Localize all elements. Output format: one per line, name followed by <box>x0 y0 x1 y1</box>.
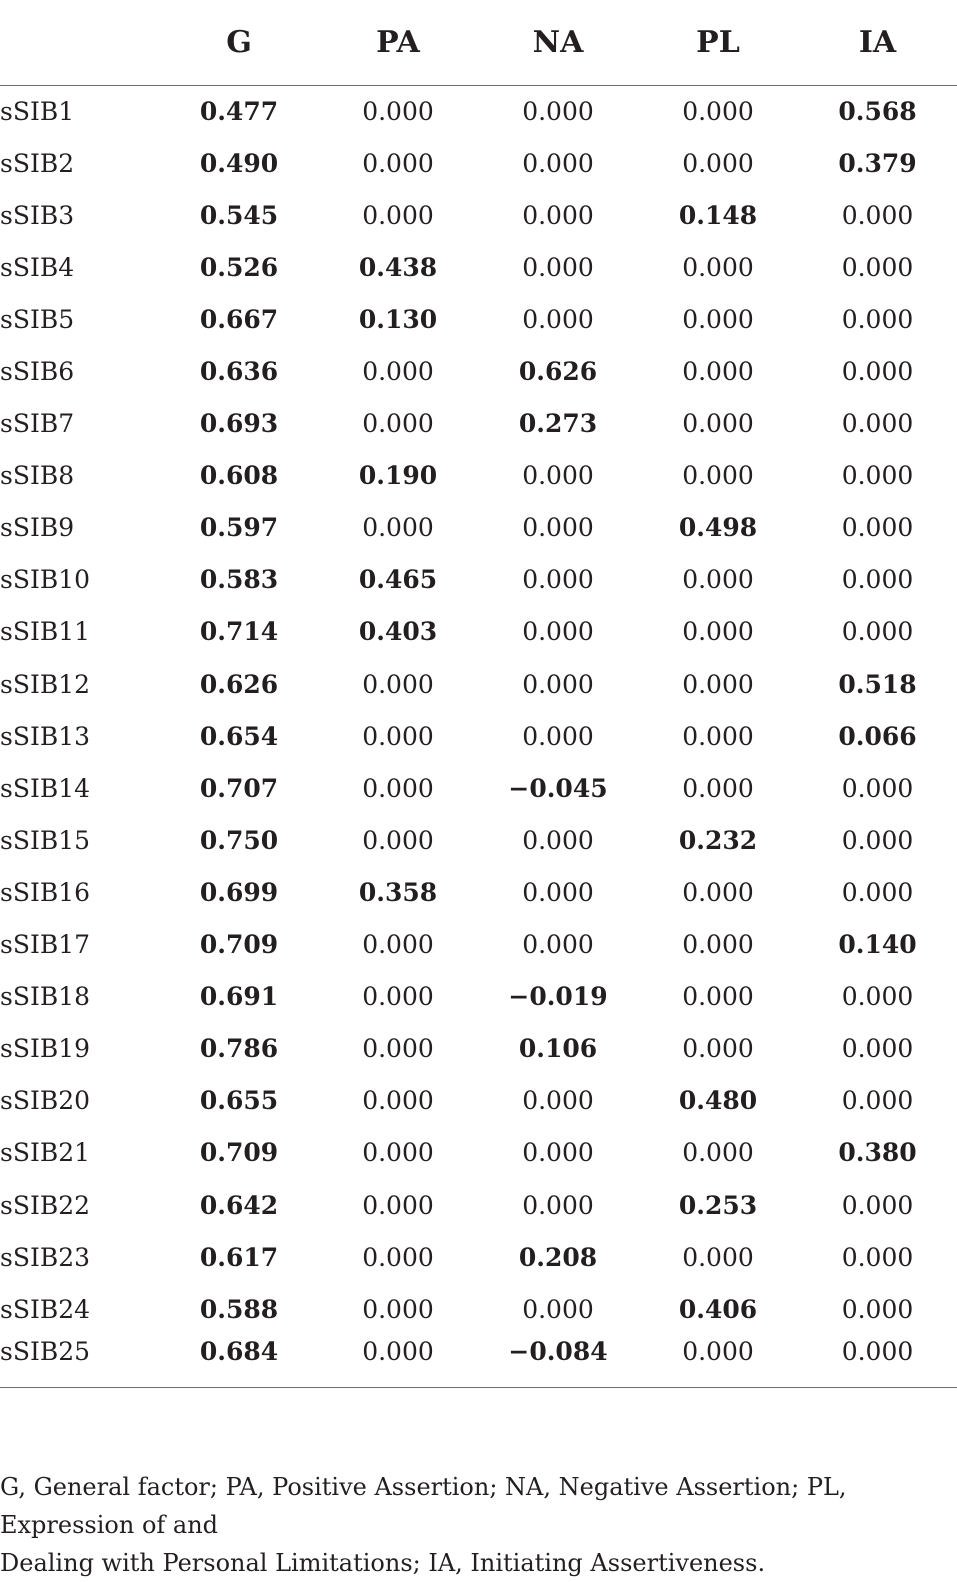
loading-cell-na: −0.084 <box>478 1335 638 1387</box>
loading-cell-pa: 0.358 <box>358 877 438 907</box>
loading-cell-ia: 0.140 <box>838 930 917 960</box>
loading-cell-g: 0.583 <box>199 565 279 595</box>
loading-cell-na: −0.019 <box>508 982 608 1012</box>
loading-cell-ia: 0.000 <box>841 409 914 439</box>
table-header <box>0 0 957 85</box>
loading-cell-g: 0.684 <box>160 1335 318 1387</box>
loading-cell-pa: 0.000 <box>318 1335 478 1387</box>
loading-cell-ia: 0.000 <box>841 461 914 491</box>
loading-cell-pa: 0.000 <box>362 409 434 439</box>
header-cell-g: G <box>160 0 318 85</box>
loading-cell-na: 0.000 <box>522 1190 594 1220</box>
loading-cell-g: 0.750 <box>199 825 279 855</box>
loading-cell-pa: 0.000 <box>362 669 434 699</box>
loading-cell-g: 0.699 <box>199 877 279 907</box>
loading-cell-g: 0.626 <box>199 669 279 699</box>
footnote-line: Dealing with Personal Limitations; IA, Initiating Assertiveness. <box>0 1549 766 1577</box>
row-label-cell: sSIB24 <box>0 1294 91 1324</box>
loading-cell-na: 0.000 <box>522 461 594 491</box>
header-row <box>0 0 957 85</box>
loading-cell-na: 0.000 <box>522 930 594 960</box>
loading-cell-ia: 0.000 <box>841 1034 914 1064</box>
loading-cell-g: 0.691 <box>199 982 279 1012</box>
table-row <box>0 450 957 502</box>
loading-cell-pl: 0.000 <box>682 1242 754 1272</box>
loading-cell-pa: 0.000 <box>362 1242 434 1272</box>
loading-cell-pa: 0.000 <box>362 825 434 855</box>
loading-cell-na: 0.000 <box>522 617 594 647</box>
loading-cell-pl: 0.000 <box>682 773 754 803</box>
row-label-cell: sSIB17 <box>0 930 91 960</box>
loading-cell-pl: 0.000 <box>682 252 754 282</box>
loading-cell-pl: 0.000 <box>682 148 754 178</box>
loading-cell-pa: 0.438 <box>358 252 438 282</box>
table-row <box>0 1127 957 1179</box>
loading-cell-pa: 0.000 <box>362 1086 434 1116</box>
table-row <box>0 1075 957 1127</box>
row-label-cell: sSIB15 <box>0 825 91 855</box>
loading-cell-ia: 0.000 <box>841 200 914 230</box>
loading-cell-pl: 0.000 <box>682 565 754 595</box>
row-label-cell: sSIB23 <box>0 1242 91 1272</box>
loading-cell-g: 0.693 <box>199 409 279 439</box>
row-label-cell: sSIB20 <box>0 1086 91 1116</box>
loading-cell-pa: 0.000 <box>362 96 434 126</box>
loading-cell-pa: 0.000 <box>362 1138 434 1168</box>
loading-cell-ia: 0.000 <box>841 565 914 595</box>
loading-cell-pl: 0.000 <box>682 617 754 647</box>
loading-cell-na: 0.000 <box>522 877 594 907</box>
loading-cell-ia: 0.000 <box>841 877 914 907</box>
loading-cell-g: 0.714 <box>199 617 279 647</box>
loading-cell-na: 0.208 <box>518 1242 598 1272</box>
loading-cell-g: 0.709 <box>199 1138 279 1168</box>
table-row <box>0 502 957 554</box>
row-label-cell: sSIB18 <box>0 982 91 1012</box>
row-label-cell: sSIB22 <box>0 1190 91 1220</box>
loading-cell-pa: 0.000 <box>362 1294 434 1324</box>
header-cell-na: NA <box>478 0 638 85</box>
table-row <box>0 1023 957 1075</box>
table-row <box>0 241 957 293</box>
loading-cell-ia: 0.000 <box>841 357 914 387</box>
table-row <box>0 1283 957 1335</box>
loading-cell-pl: 0.000 <box>682 461 754 491</box>
loading-cell-ia: 0.568 <box>838 96 917 126</box>
loading-cell-g: 0.642 <box>199 1190 279 1220</box>
loading-cell-na: 0.000 <box>522 200 594 230</box>
row-label-cell: sSIB14 <box>0 773 91 803</box>
loading-cell-g: 0.545 <box>199 200 279 230</box>
row-label-cell: sSIB19 <box>0 1034 91 1064</box>
row-label-cell: sSIB21 <box>0 1138 91 1168</box>
row-label-cell: sSIB5 <box>0 304 75 334</box>
loading-cell-pl: 0.000 <box>682 409 754 439</box>
loading-cell-pl: 0.406 <box>678 1294 758 1324</box>
loading-cell-pa: 0.000 <box>362 148 434 178</box>
loading-cell-ia: 0.000 <box>841 825 914 855</box>
loading-cell-g: 0.617 <box>199 1242 279 1272</box>
loading-cell-pa: 0.465 <box>358 565 438 595</box>
loading-cell-g: 0.477 <box>199 96 279 126</box>
loading-cell-pa: 0.000 <box>362 982 434 1012</box>
table-row <box>0 345 957 397</box>
loading-cell-g: 0.526 <box>199 252 279 282</box>
loading-cell-g: 0.588 <box>199 1294 279 1324</box>
row-label-cell: sSIB9 <box>0 513 75 543</box>
loading-cell-g: 0.655 <box>199 1086 279 1116</box>
row-label-cell: sSIB3 <box>0 200 75 230</box>
loading-cell-ia: 0.380 <box>838 1138 917 1168</box>
loading-cell-pa: 0.000 <box>362 773 434 803</box>
loading-cell-pl: 0.000 <box>682 982 754 1012</box>
loading-cell-pa: 0.000 <box>362 1190 434 1220</box>
loading-cell-na: 0.000 <box>522 1138 594 1168</box>
loading-cell-pl: 0.000 <box>682 1034 754 1064</box>
loading-cell-ia: 0.000 <box>841 773 914 803</box>
row-label-cell: sSIB4 <box>0 252 75 282</box>
row-label-cell: sSIB1 <box>0 96 75 126</box>
loading-cell-pl: 0.000 <box>682 304 754 334</box>
loading-cell-ia: 0.000 <box>841 252 914 282</box>
row-label-cell: sSIB2 <box>0 148 75 178</box>
loading-cell-pl: 0.000 <box>682 877 754 907</box>
table-row <box>0 137 957 189</box>
loading-cell-pl: 0.480 <box>678 1086 758 1116</box>
loading-cell-na: 0.000 <box>522 669 594 699</box>
loading-cell-pl: 0.000 <box>682 930 754 960</box>
loading-cell-pa: 0.000 <box>362 1034 434 1064</box>
row-label-cell: sSIB8 <box>0 461 75 491</box>
table-row <box>0 85 957 137</box>
loading-cell-pa: 0.190 <box>358 461 438 491</box>
loading-cell-pl: 0.000 <box>682 1138 754 1168</box>
loading-cell-ia: 0.000 <box>841 617 914 647</box>
loading-cell-pl: 0.000 <box>682 96 754 126</box>
loading-cell-pa: 0.000 <box>362 513 434 543</box>
loading-cell-g: 0.707 <box>199 773 279 803</box>
loading-cell-na: 0.000 <box>522 565 594 595</box>
loading-cell-g: 0.597 <box>199 513 279 543</box>
loading-cell-na: 0.000 <box>522 1294 594 1324</box>
loading-cell-na: 0.000 <box>522 721 594 751</box>
table-row <box>0 189 957 241</box>
row-label-cell: sSIB12 <box>0 669 91 699</box>
loading-cell-pl: 0.253 <box>678 1190 758 1220</box>
table-row <box>0 554 957 606</box>
loading-cell-g: 0.786 <box>199 1034 279 1064</box>
loading-cell-g: 0.490 <box>199 148 279 178</box>
loading-cell-pa: 0.000 <box>362 930 434 960</box>
loading-cell-g: 0.636 <box>199 357 279 387</box>
table-row <box>0 762 957 814</box>
row-label-cell: sSIB11 <box>0 617 91 647</box>
loading-cell-pl: 0.000 <box>682 721 754 751</box>
loading-cell-na: 0.000 <box>522 304 594 334</box>
loading-cell-na: 0.000 <box>522 96 594 126</box>
table-row <box>0 658 957 710</box>
table-row <box>0 971 957 1023</box>
loading-cell-ia: 0.000 <box>841 1242 914 1272</box>
loading-cell-na: 0.106 <box>518 1034 598 1064</box>
loading-cell-pa: 0.403 <box>358 617 438 647</box>
loading-cell-ia: 0.000 <box>841 1190 914 1220</box>
loading-cell-g: 0.709 <box>199 930 279 960</box>
loading-cell-ia: 0.518 <box>838 669 917 699</box>
loading-cell-na: 0.273 <box>518 409 598 439</box>
header-cell-ia: IA <box>798 0 957 85</box>
loading-cell-pl: 0.000 <box>682 357 754 387</box>
loading-cell-ia: 0.000 <box>798 1335 957 1387</box>
table-row <box>0 606 957 658</box>
loading-cell-pl: 0.498 <box>678 513 758 543</box>
loading-cell-g: 0.608 <box>199 461 279 491</box>
table-row <box>0 1335 957 1387</box>
loading-cell-g: 0.654 <box>199 721 279 751</box>
loading-cell-ia: 0.000 <box>841 513 914 543</box>
loading-cell-ia: 0.066 <box>838 721 917 751</box>
table-body <box>0 85 957 1387</box>
loading-cell-na: 0.000 <box>522 825 594 855</box>
loading-cell-pa: 0.130 <box>358 304 438 334</box>
row-label-cell: sSIB25 <box>0 1335 160 1387</box>
loading-cell-na: −0.045 <box>508 773 608 803</box>
footnote-line: G, General factor; PA, Positive Assertion; NA, Negative Assertion; PL, Expression of and <box>0 1473 847 1539</box>
loading-cell-na: 0.626 <box>518 357 598 387</box>
loading-cell-na: 0.000 <box>522 252 594 282</box>
loading-cell-g: 0.667 <box>199 304 279 334</box>
header-cell-empty <box>0 0 160 85</box>
header-cell-pa: PA <box>318 0 478 85</box>
loading-cell-ia: 0.000 <box>841 304 914 334</box>
table-row <box>0 293 957 345</box>
table-row <box>0 814 957 866</box>
row-label-cell: sSIB16 <box>0 877 91 907</box>
loading-cell-na: 0.000 <box>522 148 594 178</box>
loading-cell-na: 0.000 <box>522 1086 594 1116</box>
loading-cell-pa: 0.000 <box>362 200 434 230</box>
row-label-cell: sSIB6 <box>0 357 75 387</box>
loading-cell-ia: 0.000 <box>841 1294 914 1324</box>
loading-cell-na: 0.000 <box>522 513 594 543</box>
table-footnote <box>0 1468 957 1582</box>
row-label-cell: sSIB13 <box>0 721 91 751</box>
loading-cell-ia: 0.000 <box>841 1086 914 1116</box>
loading-cell-pl: 0.148 <box>678 200 758 230</box>
row-label-cell: sSIB7 <box>0 409 75 439</box>
loading-cell-pa: 0.000 <box>362 721 434 751</box>
loading-cell-pl: 0.000 <box>682 669 754 699</box>
table-row <box>0 710 957 762</box>
loading-cell-pa: 0.000 <box>362 357 434 387</box>
row-label-cell: sSIB10 <box>0 565 91 595</box>
table-row <box>0 398 957 450</box>
table-row <box>0 1231 957 1283</box>
loading-cell-ia: 0.000 <box>841 982 914 1012</box>
header-cell-pl: PL <box>638 0 798 85</box>
table-row <box>0 1179 957 1231</box>
loading-cell-pl: 0.232 <box>678 825 758 855</box>
loading-cell-ia: 0.379 <box>838 148 917 178</box>
table-row <box>0 866 957 918</box>
table-row <box>0 919 957 971</box>
loading-cell-pl: 0.000 <box>638 1335 798 1387</box>
